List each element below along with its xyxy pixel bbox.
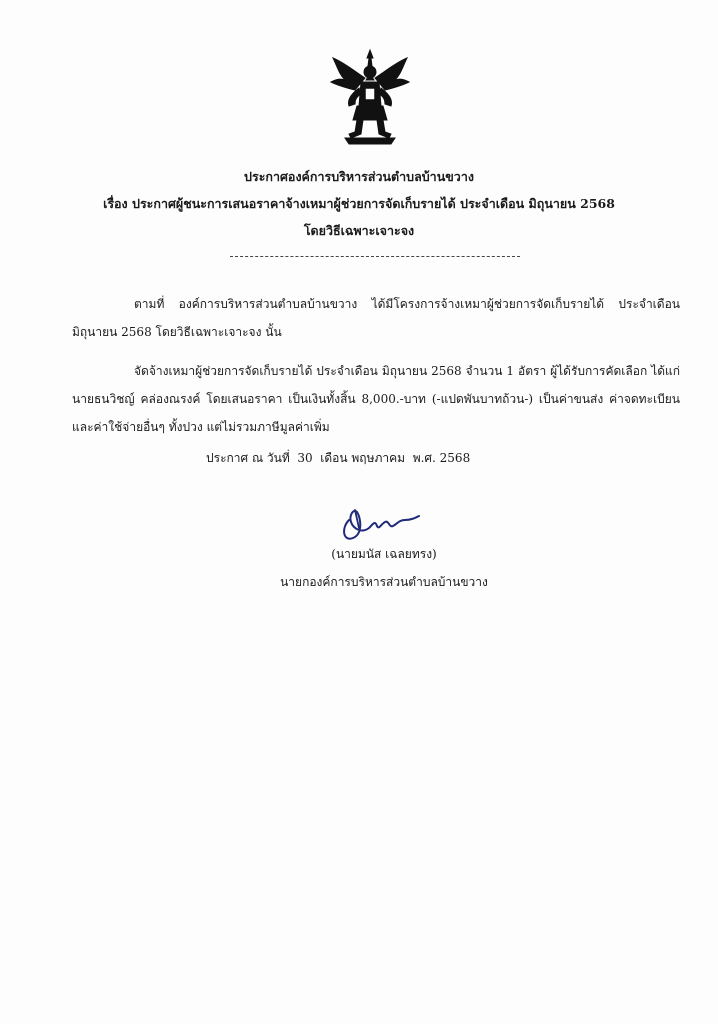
signatory-title: นายกองค์การบริหารส่วนตำบลบ้านขวาง [280, 575, 488, 589]
announcement-heading: ประกาศองค์การบริหารส่วนตำบลบ้านขวาง [244, 169, 474, 184]
signatory-name: (นายมนัส เฉลยทรง) [331, 547, 437, 561]
announcement-date: ประกาศ ณ วันที่ 30 เดือน พฤษภาคม พ.ศ. 2568 [206, 451, 471, 465]
body-paragraph-2: จัดจ้างเหมาผู้ช่วยการจัดเก็บรายได้ ประจำเดือน มิถุนายน 2568 จำนวน 1 อัตรา ผู้ได้รับการคัดเลือก ได้แก่ นายธนวิชญ์ คล่องณรงค์ โดยเสนอราคา เป็นเงินทั้งสิ้น 8,000.-บาท (-แปดพันบาทถ้วน-) เป็นค่าขนส่ง ค่าจดทะเบียน และค่าใช้จ่ายอื่นๆ ทั้งปวง แต่ไม่รวมภาษีมูลค่าเพิ่ม [72, 364, 680, 434]
garuda-emblem-icon [325, 48, 415, 148]
dashed-divider [230, 256, 520, 257]
announcement-subject: เรื่อง ประกาศผู้ชนะการเสนอราคาจ้างเหมาผู้ช่วยการจัดเก็บรายได้ ประจำเดือน มิถุนายน 2568 [103, 196, 615, 211]
body-paragraph-1: ตามที่ องค์การบริหารส่วนตำบลบ้านขวาง ได้มีโครงการจ้างเหมาผู้ช่วยการจัดเก็บรายได้ ประจำเดือน มิถุนายน 2568 โดยวิธีเฉพาะเจาะจง นั้น [72, 297, 680, 339]
procurement-method: โดยวิธีเฉพาะเจาะจง [303, 223, 415, 238]
